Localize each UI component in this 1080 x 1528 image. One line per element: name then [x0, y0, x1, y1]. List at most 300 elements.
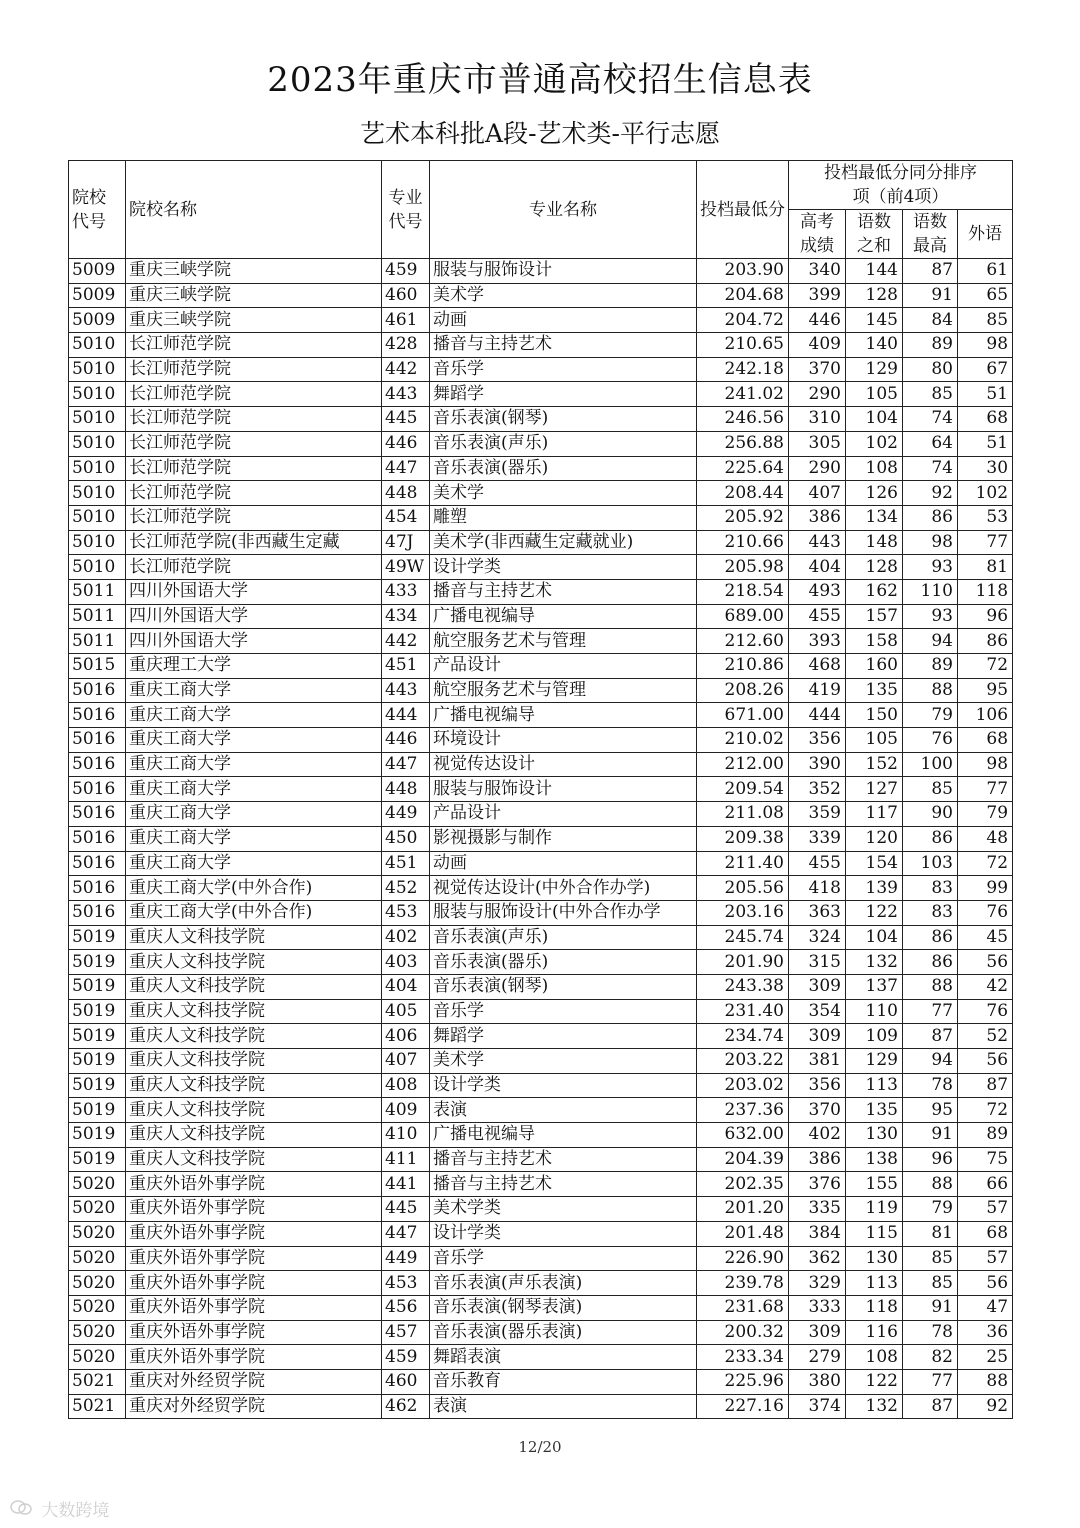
- cell-chinese-math-max: 91: [903, 283, 958, 308]
- cell-foreign-lang: 77: [958, 777, 1013, 802]
- header-school-name: 院校名称: [126, 161, 382, 259]
- cell-min-score: 225.96: [697, 1369, 789, 1394]
- table-row: [69, 752, 1013, 777]
- cell-chinese-math-max: 94: [903, 629, 958, 654]
- cell-major-code: 454: [382, 505, 430, 530]
- cell-foreign-lang: 48: [958, 826, 1013, 851]
- cell-min-score: 211.40: [697, 851, 789, 876]
- cell-school-name: 长江师范学院(非西藏生定藏: [126, 530, 382, 555]
- cell-major-name: 音乐学: [430, 999, 697, 1024]
- cell-school-name: 重庆外语外事学院: [126, 1197, 382, 1222]
- cell-major-code: 448: [382, 777, 430, 802]
- cell-school-code: 5009: [69, 283, 126, 308]
- cell-school-code: 5016: [69, 728, 126, 753]
- cell-gaokao: 402: [789, 1123, 846, 1148]
- cell-school-name: 重庆人文科技学院: [126, 950, 382, 975]
- cell-school-name: 重庆外语外事学院: [126, 1345, 382, 1370]
- cell-school-code: 5010: [69, 382, 126, 407]
- page-subtitle: 艺术本科批A段-艺术类-平行志愿: [360, 119, 720, 148]
- cell-gaokao: 399: [789, 283, 846, 308]
- table-row: [69, 1394, 1013, 1419]
- watermark-text: 大数跨境: [41, 1501, 110, 1521]
- cell-foreign-lang: 92: [958, 1394, 1013, 1419]
- cell-major-code: 49W: [382, 555, 430, 580]
- table-row: [69, 530, 1013, 555]
- cell-foreign-lang: 61: [958, 259, 1013, 284]
- cell-school-code: 5010: [69, 333, 126, 358]
- cell-school-code: 5011: [69, 629, 126, 654]
- cell-foreign-lang: 56: [958, 1271, 1013, 1296]
- cell-foreign-lang: 81: [958, 555, 1013, 580]
- cell-gaokao: 309: [789, 974, 846, 999]
- cell-min-score: 233.34: [697, 1345, 789, 1370]
- table-body: [69, 259, 1013, 1419]
- cell-chinese-math-sum: 145: [846, 308, 903, 333]
- cell-major-code: 444: [382, 703, 430, 728]
- table-row: [69, 333, 1013, 358]
- cell-chinese-math-max: 78: [903, 1073, 958, 1098]
- cell-foreign-lang: 47: [958, 1295, 1013, 1320]
- header-chinese-math-sum: 语数之和: [846, 210, 903, 259]
- cell-chinese-math-sum: 129: [846, 357, 903, 382]
- cell-school-name: 重庆外语外事学院: [126, 1295, 382, 1320]
- cell-major-code: 410: [382, 1123, 430, 1148]
- cell-major-name: 播音与主持艺术: [430, 1147, 697, 1172]
- cell-gaokao: 356: [789, 728, 846, 753]
- cell-foreign-lang: 42: [958, 974, 1013, 999]
- cell-foreign-lang: 53: [958, 505, 1013, 530]
- cell-major-name: 美术学: [430, 481, 697, 506]
- cell-major-code: 461: [382, 308, 430, 333]
- cell-chinese-math-max: 76: [903, 728, 958, 753]
- cell-min-score: 218.54: [697, 579, 789, 604]
- cell-chinese-math-max: 86: [903, 925, 958, 950]
- cell-chinese-math-max: 88: [903, 678, 958, 703]
- cell-major-code: 442: [382, 629, 430, 654]
- cell-foreign-lang: 98: [958, 333, 1013, 358]
- cell-school-name: 重庆工商大学: [126, 728, 382, 753]
- cell-min-score: 227.16: [697, 1394, 789, 1419]
- cell-major-code: 459: [382, 1345, 430, 1370]
- cell-school-code: 5016: [69, 703, 126, 728]
- cell-major-code: 411: [382, 1147, 430, 1172]
- cell-chinese-math-sum: 128: [846, 555, 903, 580]
- table-row: [69, 876, 1013, 901]
- chat-bubble-icon: [10, 1500, 32, 1521]
- cell-chinese-math-max: 93: [903, 555, 958, 580]
- cell-major-code: 443: [382, 678, 430, 703]
- cell-major-name: 美术学类: [430, 1197, 697, 1222]
- admission-table: [68, 160, 1013, 1419]
- cell-major-code: 447: [382, 752, 430, 777]
- cell-major-code: 407: [382, 1049, 430, 1074]
- cell-gaokao: 493: [789, 579, 846, 604]
- cell-chinese-math-sum: 132: [846, 950, 903, 975]
- cell-school-name: 重庆工商大学: [126, 752, 382, 777]
- cell-chinese-math-sum: 108: [846, 1345, 903, 1370]
- cell-min-score: 208.26: [697, 678, 789, 703]
- cell-major-code: 406: [382, 1024, 430, 1049]
- cell-school-code: 5010: [69, 407, 126, 432]
- cell-major-name: 表演: [430, 1394, 697, 1419]
- cell-gaokao: 443: [789, 530, 846, 555]
- cell-foreign-lang: 72: [958, 654, 1013, 679]
- cell-chinese-math-max: 79: [903, 703, 958, 728]
- cell-gaokao: 384: [789, 1221, 846, 1246]
- cell-min-score: 211.08: [697, 802, 789, 827]
- cell-major-name: 音乐教育: [430, 1369, 697, 1394]
- cell-major-code: 441: [382, 1172, 430, 1197]
- cell-school-code: 5020: [69, 1221, 126, 1246]
- cell-school-name: 重庆人文科技学院: [126, 1073, 382, 1098]
- cell-gaokao: 455: [789, 604, 846, 629]
- cell-chinese-math-max: 85: [903, 382, 958, 407]
- cell-chinese-math-sum: 137: [846, 974, 903, 999]
- cell-major-code: 449: [382, 802, 430, 827]
- cell-min-score: 689.00: [697, 604, 789, 629]
- cell-major-code: 447: [382, 1221, 430, 1246]
- cell-chinese-math-max: 87: [903, 1024, 958, 1049]
- cell-major-code: 445: [382, 1197, 430, 1222]
- cell-chinese-math-max: 90: [903, 802, 958, 827]
- cell-school-code: 5010: [69, 555, 126, 580]
- cell-foreign-lang: 76: [958, 999, 1013, 1024]
- table-row: [69, 1320, 1013, 1345]
- cell-foreign-lang: 102: [958, 481, 1013, 506]
- cell-chinese-math-sum: 128: [846, 283, 903, 308]
- cell-min-score: 210.86: [697, 654, 789, 679]
- cell-foreign-lang: 45: [958, 925, 1013, 950]
- cell-min-score: 226.90: [697, 1246, 789, 1271]
- cell-school-code: 5016: [69, 752, 126, 777]
- cell-gaokao: 418: [789, 876, 846, 901]
- cell-major-name: 音乐表演(器乐): [430, 950, 697, 975]
- cell-school-name: 重庆外语外事学院: [126, 1172, 382, 1197]
- cell-min-score: 203.22: [697, 1049, 789, 1074]
- cell-school-name: 重庆人文科技学院: [126, 1098, 382, 1123]
- cell-gaokao: 409: [789, 333, 846, 358]
- cell-school-code: 5019: [69, 1049, 126, 1074]
- cell-foreign-lang: 68: [958, 407, 1013, 432]
- cell-min-score: 243.38: [697, 974, 789, 999]
- cell-school-code: 5019: [69, 925, 126, 950]
- cell-major-name: 服装与服饰设计: [430, 777, 697, 802]
- cell-chinese-math-sum: 138: [846, 1147, 903, 1172]
- header-school-code: 院校代号: [69, 161, 126, 259]
- cell-foreign-lang: 68: [958, 728, 1013, 753]
- cell-school-code: 5010: [69, 431, 126, 456]
- cell-school-code: 5016: [69, 876, 126, 901]
- cell-chinese-math-max: 103: [903, 851, 958, 876]
- cell-chinese-math-sum: 154: [846, 851, 903, 876]
- table-row: [69, 431, 1013, 456]
- cell-major-code: 448: [382, 481, 430, 506]
- cell-major-code: 443: [382, 382, 430, 407]
- cell-major-name: 舞蹈学: [430, 382, 697, 407]
- cell-major-code: 404: [382, 974, 430, 999]
- cell-gaokao: 444: [789, 703, 846, 728]
- cell-school-code: 5010: [69, 530, 126, 555]
- cell-min-score: 239.78: [697, 1271, 789, 1296]
- cell-foreign-lang: 68: [958, 1221, 1013, 1246]
- cell-foreign-lang: 88: [958, 1369, 1013, 1394]
- cell-school-code: 5020: [69, 1172, 126, 1197]
- cell-chinese-math-sum: 155: [846, 1172, 903, 1197]
- cell-min-score: 210.65: [697, 333, 789, 358]
- table-row: [69, 1049, 1013, 1074]
- cell-school-name: 重庆人文科技学院: [126, 999, 382, 1024]
- cell-school-name: 重庆三峡学院: [126, 308, 382, 333]
- cell-major-name: 动画: [430, 851, 697, 876]
- cell-chinese-math-sum: 135: [846, 678, 903, 703]
- cell-foreign-lang: 99: [958, 876, 1013, 901]
- cell-min-score: 246.56: [697, 407, 789, 432]
- cell-chinese-math-sum: 130: [846, 1246, 903, 1271]
- cell-gaokao: 381: [789, 1049, 846, 1074]
- cell-major-name: 设计学类: [430, 555, 697, 580]
- table-row: [69, 481, 1013, 506]
- table-row: [69, 999, 1013, 1024]
- cell-major-name: 舞蹈学: [430, 1024, 697, 1049]
- cell-major-name: 美术学: [430, 283, 697, 308]
- cell-school-code: 5020: [69, 1197, 126, 1222]
- cell-major-name: 舞蹈表演: [430, 1345, 697, 1370]
- cell-school-code: 5010: [69, 481, 126, 506]
- cell-major-code: 462: [382, 1394, 430, 1419]
- cell-major-code: 442: [382, 357, 430, 382]
- cell-min-score: 632.00: [697, 1123, 789, 1148]
- cell-school-name: 重庆人文科技学院: [126, 1024, 382, 1049]
- cell-chinese-math-max: 86: [903, 505, 958, 530]
- cell-school-name: 重庆外语外事学院: [126, 1221, 382, 1246]
- cell-major-name: 音乐表演(声乐): [430, 431, 697, 456]
- cell-major-code: 408: [382, 1073, 430, 1098]
- header-gaokao: 高考成绩: [789, 210, 846, 259]
- cell-chinese-math-sum: 144: [846, 259, 903, 284]
- cell-gaokao: 339: [789, 826, 846, 851]
- cell-foreign-lang: 86: [958, 629, 1013, 654]
- cell-gaokao: 393: [789, 629, 846, 654]
- cell-major-name: 播音与主持艺术: [430, 579, 697, 604]
- cell-gaokao: 446: [789, 308, 846, 333]
- cell-foreign-lang: 75: [958, 1147, 1013, 1172]
- table-row: [69, 505, 1013, 530]
- cell-chinese-math-max: 85: [903, 1271, 958, 1296]
- cell-chinese-math-max: 100: [903, 752, 958, 777]
- cell-chinese-math-max: 77: [903, 999, 958, 1024]
- cell-chinese-math-sum: 150: [846, 703, 903, 728]
- cell-major-code: 445: [382, 407, 430, 432]
- cell-gaokao: 309: [789, 1320, 846, 1345]
- table-row: [69, 1172, 1013, 1197]
- cell-major-code: 446: [382, 431, 430, 456]
- cell-chinese-math-sum: 115: [846, 1221, 903, 1246]
- cell-chinese-math-max: 91: [903, 1295, 958, 1320]
- cell-major-code: 456: [382, 1295, 430, 1320]
- cell-chinese-math-max: 81: [903, 1221, 958, 1246]
- cell-foreign-lang: 56: [958, 1049, 1013, 1074]
- cell-school-code: 5020: [69, 1345, 126, 1370]
- cell-school-name: 四川外国语大学: [126, 579, 382, 604]
- cell-chinese-math-sum: 134: [846, 505, 903, 530]
- cell-foreign-lang: 36: [958, 1320, 1013, 1345]
- cell-school-name: 长江师范学院: [126, 555, 382, 580]
- table-row: [69, 1123, 1013, 1148]
- cell-foreign-lang: 118: [958, 579, 1013, 604]
- cell-school-name: 重庆三峡学院: [126, 283, 382, 308]
- cell-foreign-lang: 77: [958, 530, 1013, 555]
- cell-school-name: 重庆对外经贸学院: [126, 1369, 382, 1394]
- cell-gaokao: 329: [789, 1271, 846, 1296]
- table-row: [69, 1345, 1013, 1370]
- cell-chinese-math-sum: 117: [846, 802, 903, 827]
- cell-chinese-math-max: 78: [903, 1320, 958, 1345]
- cell-major-name: 广播电视编导: [430, 703, 697, 728]
- cell-school-name: 重庆三峡学院: [126, 259, 382, 284]
- table-row: [69, 1098, 1013, 1123]
- cell-major-name: 音乐学: [430, 357, 697, 382]
- cell-min-score: 204.68: [697, 283, 789, 308]
- cell-school-name: 长江师范学院: [126, 382, 382, 407]
- cell-foreign-lang: 85: [958, 308, 1013, 333]
- cell-chinese-math-max: 95: [903, 1098, 958, 1123]
- cell-school-code: 5016: [69, 851, 126, 876]
- cell-major-name: 影视摄影与制作: [430, 826, 697, 851]
- cell-school-name: 重庆工商大学: [126, 826, 382, 851]
- cell-chinese-math-sum: 127: [846, 777, 903, 802]
- cell-major-code: 434: [382, 604, 430, 629]
- cell-chinese-math-max: 87: [903, 1394, 958, 1419]
- cell-min-score: 201.48: [697, 1221, 789, 1246]
- cell-min-score: 231.68: [697, 1295, 789, 1320]
- cell-foreign-lang: 25: [958, 1345, 1013, 1370]
- cell-gaokao: 315: [789, 950, 846, 975]
- cell-min-score: 242.18: [697, 357, 789, 382]
- cell-chinese-math-sum: 139: [846, 876, 903, 901]
- cell-chinese-math-sum: 135: [846, 1098, 903, 1123]
- cell-chinese-math-sum: 105: [846, 382, 903, 407]
- cell-major-code: 453: [382, 1271, 430, 1296]
- cell-gaokao: 356: [789, 1073, 846, 1098]
- cell-chinese-math-sum: 160: [846, 654, 903, 679]
- table-row: [69, 283, 1013, 308]
- table-row: [69, 259, 1013, 284]
- cell-school-code: 5010: [69, 505, 126, 530]
- cell-school-name: 重庆工商大学: [126, 802, 382, 827]
- cell-min-score: 201.20: [697, 1197, 789, 1222]
- cell-chinese-math-sum: 102: [846, 431, 903, 456]
- cell-gaokao: 305: [789, 431, 846, 456]
- cell-major-name: 服装与服饰设计: [430, 259, 697, 284]
- cell-min-score: 212.60: [697, 629, 789, 654]
- table-row: [69, 900, 1013, 925]
- cell-major-code: 47J: [382, 530, 430, 555]
- table-row: [69, 826, 1013, 851]
- cell-chinese-math-sum: 129: [846, 1049, 903, 1074]
- cell-min-score: 209.38: [697, 826, 789, 851]
- cell-major-code: 402: [382, 925, 430, 950]
- cell-major-code: 460: [382, 1369, 430, 1394]
- header-foreign-lang: 外语: [958, 210, 1013, 259]
- cell-chinese-math-sum: 105: [846, 728, 903, 753]
- cell-school-name: 重庆理工大学: [126, 654, 382, 679]
- cell-min-score: 201.90: [697, 950, 789, 975]
- cell-gaokao: 290: [789, 382, 846, 407]
- cell-chinese-math-sum: 119: [846, 1197, 903, 1222]
- cell-school-code: 5015: [69, 654, 126, 679]
- table-row: [69, 777, 1013, 802]
- cell-chinese-math-max: 89: [903, 333, 958, 358]
- table-header: [69, 161, 1013, 259]
- cell-school-name: 重庆工商大学: [126, 851, 382, 876]
- cell-chinese-math-max: 92: [903, 481, 958, 506]
- cell-min-score: 210.02: [697, 728, 789, 753]
- cell-min-score: 231.40: [697, 999, 789, 1024]
- cell-chinese-math-sum: 120: [846, 826, 903, 851]
- cell-foreign-lang: 98: [958, 752, 1013, 777]
- table-row: [69, 728, 1013, 753]
- cell-major-name: 美术学: [430, 1049, 697, 1074]
- cell-chinese-math-max: 77: [903, 1369, 958, 1394]
- cell-foreign-lang: 87: [958, 1073, 1013, 1098]
- cell-chinese-math-max: 83: [903, 900, 958, 925]
- cell-major-code: 457: [382, 1320, 430, 1345]
- cell-school-code: 5019: [69, 1123, 126, 1148]
- cell-school-name: 重庆外语外事学院: [126, 1271, 382, 1296]
- cell-gaokao: 290: [789, 456, 846, 481]
- cell-school-code: 5009: [69, 259, 126, 284]
- cell-min-score: 671.00: [697, 703, 789, 728]
- cell-chinese-math-sum: 122: [846, 1369, 903, 1394]
- cell-chinese-math-sum: 132: [846, 1394, 903, 1419]
- cell-chinese-math-max: 96: [903, 1147, 958, 1172]
- cell-school-code: 5019: [69, 1147, 126, 1172]
- cell-gaokao: 386: [789, 505, 846, 530]
- cell-major-name: 产品设计: [430, 802, 697, 827]
- cell-chinese-math-max: 82: [903, 1345, 958, 1370]
- table-row: [69, 555, 1013, 580]
- table-row: [69, 456, 1013, 481]
- cell-min-score: 203.16: [697, 900, 789, 925]
- cell-school-name: 重庆人文科技学院: [126, 1049, 382, 1074]
- cell-major-name: 音乐表演(钢琴): [430, 407, 697, 432]
- cell-min-score: 210.66: [697, 530, 789, 555]
- table-row: [69, 925, 1013, 950]
- cell-major-code: 449: [382, 1246, 430, 1271]
- cell-school-name: 重庆人文科技学院: [126, 1123, 382, 1148]
- cell-gaokao: 309: [789, 1024, 846, 1049]
- cell-gaokao: 386: [789, 1147, 846, 1172]
- cell-chinese-math-sum: 113: [846, 1073, 903, 1098]
- table-row: [69, 851, 1013, 876]
- cell-min-score: 234.74: [697, 1024, 789, 1049]
- cell-chinese-math-max: 74: [903, 407, 958, 432]
- cell-school-name: 四川外国语大学: [126, 629, 382, 654]
- table-row: [69, 382, 1013, 407]
- cell-school-name: 重庆外语外事学院: [126, 1246, 382, 1271]
- cell-major-code: 450: [382, 826, 430, 851]
- table-row: [69, 950, 1013, 975]
- cell-major-name: 设计学类: [430, 1221, 697, 1246]
- cell-min-score: 204.72: [697, 308, 789, 333]
- cell-school-name: 长江师范学院: [126, 407, 382, 432]
- cell-gaokao: 468: [789, 654, 846, 679]
- cell-foreign-lang: 57: [958, 1246, 1013, 1271]
- cell-school-name: 重庆工商大学: [126, 703, 382, 728]
- cell-foreign-lang: 72: [958, 1098, 1013, 1123]
- cell-gaokao: 380: [789, 1369, 846, 1394]
- cell-min-score: 256.88: [697, 431, 789, 456]
